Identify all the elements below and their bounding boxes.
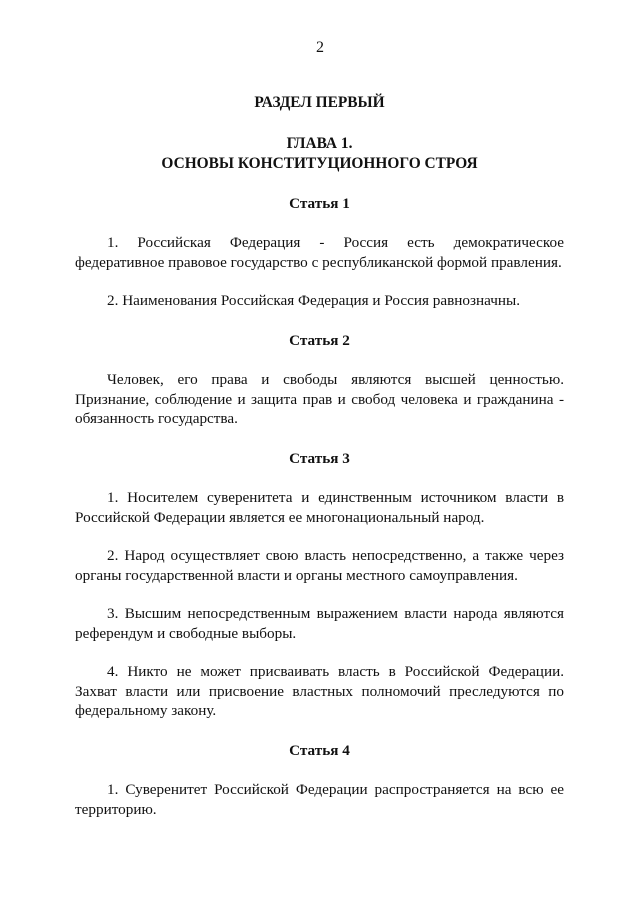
article-2 bbox=[75, 331, 564, 429]
article-paragraph: 4. Никто не может присваивать власть в Российской Федерации. Захват власти или присвоение властных полномочий преследуются по федеральному закону. bbox=[75, 663, 564, 719]
chapter-number: ГЛАВА 1. bbox=[286, 134, 353, 152]
article-paragraph: 2. Народ осуществляет свою власть непосредственно, а также через органы государственной власти и органы местного самоуправления. bbox=[75, 547, 564, 584]
article-title: Статья 4 bbox=[289, 741, 350, 759]
page-number: 2 bbox=[316, 39, 324, 56]
chapter-title: ОСНОВЫ КОНСТИТУЦИОННОГО СТРОЯ bbox=[161, 154, 478, 172]
article-title: Статья 1 bbox=[289, 194, 350, 212]
article-1 bbox=[75, 194, 564, 311]
article-paragraph: 1. Суверенитет Российской Федерации распространяется на всю ее территорию. bbox=[75, 781, 564, 818]
article-title: Статья 2 bbox=[289, 331, 350, 349]
article-paragraph: Человек, его права и свободы являются высшей ценностью. Признание, соблюдение и защита прав и свобод человека и гражданина - обязанность государства. bbox=[75, 371, 564, 427]
section-title: РАЗДЕЛ ПЕРВЫЙ bbox=[254, 94, 385, 111]
article-paragraph: 3. Высшим непосредственным выражением власти народа являются референдум и свободные выборы. bbox=[75, 605, 564, 642]
article-3 bbox=[75, 449, 564, 721]
article-paragraph: 1. Российская Федерация - Россия есть демократическое федеративное правовое государство с республиканской формой правления. bbox=[75, 234, 564, 271]
document-body bbox=[75, 93, 564, 819]
article-4 bbox=[75, 741, 564, 820]
article-paragraph: 1. Носителем суверенитета и единственным источником власти в Российской Федерации является ее многонациональный народ. bbox=[75, 489, 564, 526]
article-paragraph: 2. Наименования Российская Федерация и Россия равнозначны. bbox=[107, 292, 521, 309]
chapter-heading bbox=[75, 134, 564, 174]
article-title: Статья 3 bbox=[289, 449, 350, 467]
